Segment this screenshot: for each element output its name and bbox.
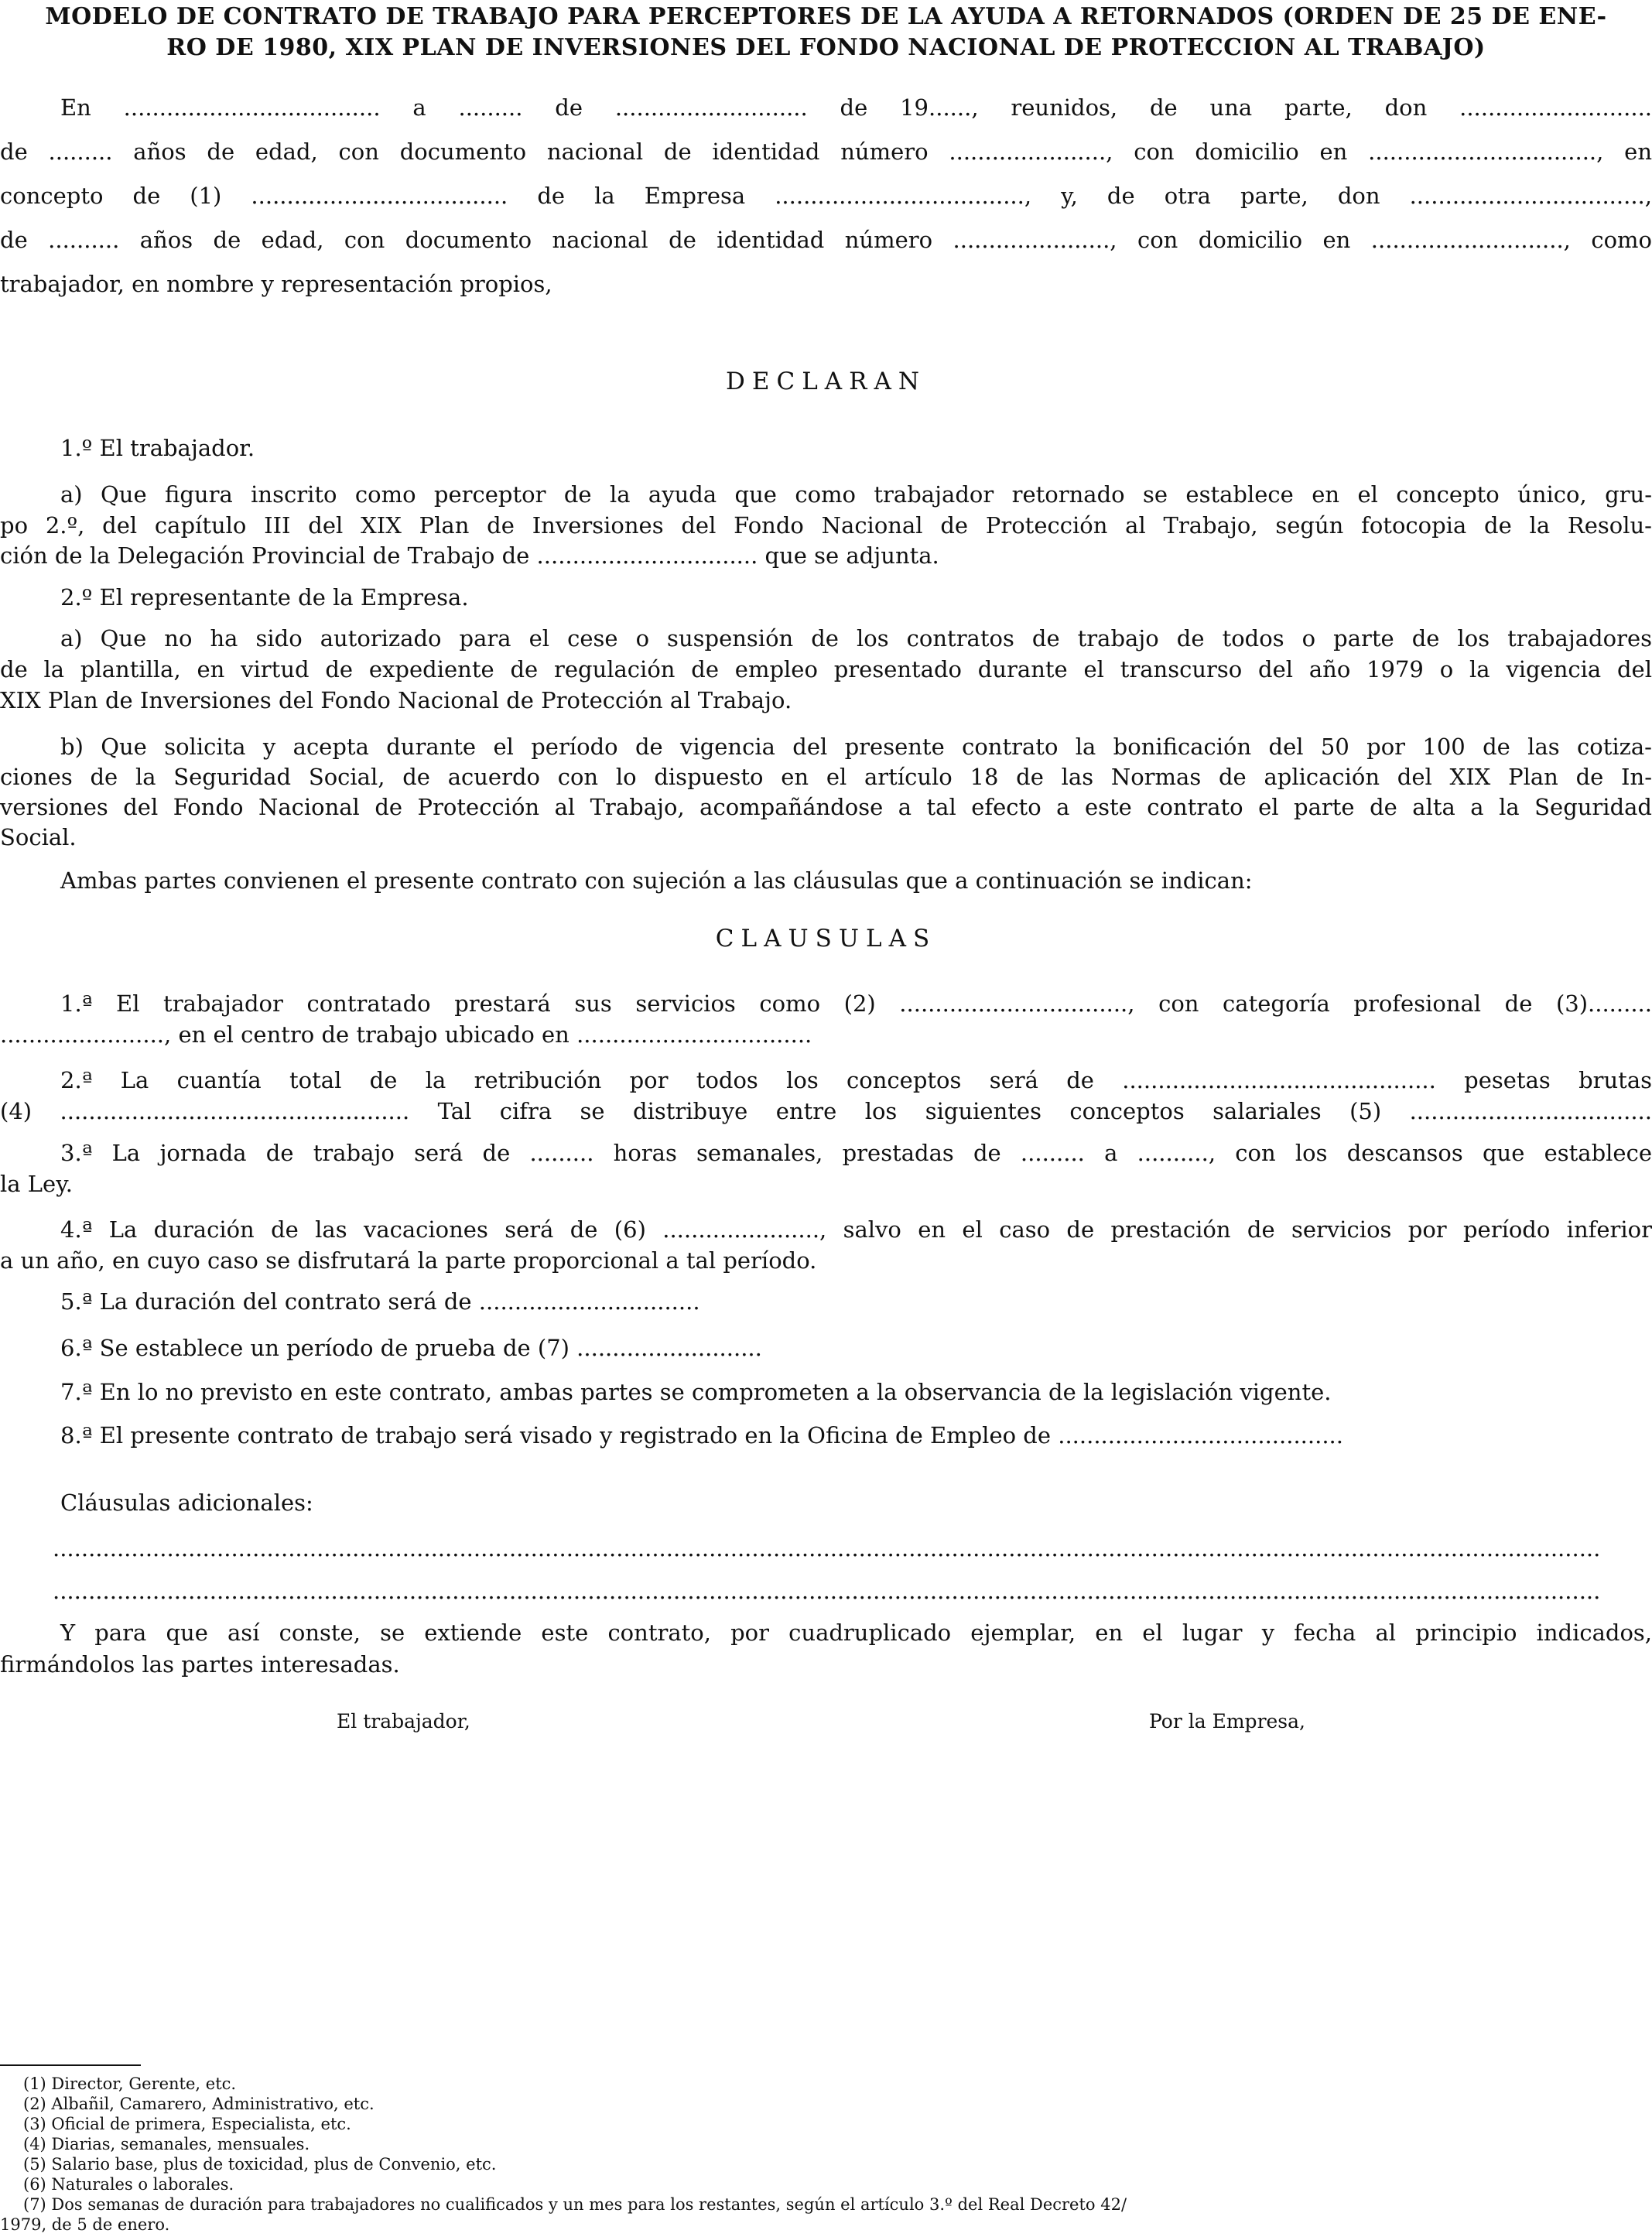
document-title-line-2: RO DE 1980, XIX PLAN DE INVERSIONES DEL FONDO NACIONAL DE PROTECCION AL TRABAJO): [166, 34, 1486, 61]
clause-6: 6.ª Se establece un período de prueba de (7) ..........................: [60, 1335, 762, 1361]
declaran-1a-line: ción de la Delegación Provincial de Trabajo de ............................... que se adjunta.: [0, 542, 939, 569]
signature-worker-label: El trabajador,: [337, 1710, 470, 1732]
declaran-1a-line: a) Que figura inscrito como perceptor de la ayuda que como trabajador retornado se establece en el concepto único, gru-: [60, 481, 1652, 508]
footnote: (7) Dos semanas de duración para trabajadores no cualificados y un mes para los restantes, según el artículo 3.º del Real Decreto 42/: [23, 2195, 1127, 2214]
footnote: (3) Oficial de primera, Especialista, etc.: [23, 2115, 351, 2133]
additional-clauses-blank-line: .........................................................................................................................................................................................................................: [53, 1578, 1601, 1604]
clause-2-line: (4) ................................................. Tal cifra se distribuye entre los siguientes conceptos salariales (5) ..................................: [0, 1098, 1652, 1124]
clause-3-line: la Ley.: [0, 1171, 73, 1197]
intro-line: trabajador, en nombre y representación propios,: [0, 271, 552, 297]
declaran-2b-line: b) Que solicita y acepta durante el período de vigencia del presente contrato la bonificación del 50 por 100 de las cotiza-: [60, 734, 1652, 760]
clause-3-line: 3.ª La jornada de trabajo será de ......... horas semanales, prestadas de ......... a .........., con los descansos que establece: [60, 1140, 1652, 1166]
declaran-1a-line: po 2.º, del capítulo III del XIX Plan de Inversiones del Fondo Nacional de Protección al Trabajo, según fotocopia de la Resolu-: [0, 512, 1652, 539]
declaran-item-1-label: 1.º El trabajador.: [60, 435, 255, 461]
clause-7: 7.ª En lo no previsto en este contrato, ambas partes se comprometen a la observancia de la legislación vigente.: [60, 1379, 1332, 1405]
closing-line: Y para que así conste, se extiende este contrato, por cuadruplicado ejemplar, en el lugar y fecha al principio indicados,: [60, 1620, 1652, 1646]
clausulas-heading: CLAUSULAS: [715, 925, 937, 953]
declaran-2a-line: XIX Plan de Inversiones del Fondo Nacional de Protección al Trabajo.: [0, 687, 792, 713]
clause-1-line: ......................., en el centro de trabajo ubicado en .................................: [0, 1021, 812, 1048]
footnote-separator: [0, 2064, 141, 2066]
footnote: (2) Albañil, Camarero, Administrativo, etc.: [23, 2095, 375, 2113]
declaran-2b-line: versiones del Fondo Nacional de Protección al Trabajo, acompañándose a tal efecto a este contrato el parte de alta a la Seguridad: [0, 794, 1652, 820]
clause-4-line: a un año, en cuyo caso se disfrutará la parte proporcional a tal período.: [0, 1247, 817, 1274]
declaran-2b-line: Social.: [0, 824, 77, 850]
declaran-2a-line: a) Que no ha sido autorizado para el cese o suspensión de los contratos de trabajo de todos o parte de los trabajadores: [60, 625, 1652, 652]
footnote: (4) Diarias, semanales, mensuales.: [23, 2135, 310, 2153]
intro-line: concepto de (1) .................................... de la Empresa ..................................., y, de otra parte, don .................................,: [0, 183, 1652, 209]
convienen-sentence: Ambas partes convienen el presente contrato con sujeción a las cláusulas que a continuación se indican:: [60, 867, 1253, 894]
footnote: 1979, de 5 de enero.: [0, 2215, 170, 2234]
clause-1-line: 1.ª El trabajador contratado prestará sus servicios como (2) ................................, con categoría profesional de (3).........: [60, 990, 1652, 1017]
intro-line: de ......... años de edad, con documento nacional de identidad número ......................, con domicilio en ................................, en: [0, 139, 1652, 165]
footnote: (1) Director, Gerente, etc.: [23, 2075, 237, 2093]
clause-4-line: 4.ª La duración de las vacaciones será de (6) ......................, salvo en el caso de prestación de servicios por período inferior: [60, 1216, 1652, 1243]
intro-line: En .................................... a ......... de ........................... de 19......, reunidos, de una parte, don ...........................: [60, 94, 1652, 121]
clause-8: 8.ª El presente contrato de trabajo será visado y registrado en la Oficina de Empleo de ........................................: [60, 1422, 1343, 1449]
declaran-2b-line: ciones de la Seguridad Social, de acuerdo con lo dispuesto en el artículo 18 de las Normas de aplicación del XIX Plan de In-: [0, 764, 1652, 790]
declaran-2a-line: de la plantilla, en virtud de expediente de regulación de empleo presentado durante el transcurso del año 1979 o la vigencia del: [0, 656, 1652, 682]
signature-company-label: Por la Empresa,: [1149, 1710, 1305, 1732]
document-title-line-1: MODELO DE CONTRATO DE TRABAJO PARA PERCEPTORES DE LA AYUDA A RETORNADOS (ORDEN DE 25 DE ENE-: [45, 3, 1607, 30]
clause-2-line: 2.ª La cuantía total de la retribución por todos los conceptos será de ............................................ pesetas brutas: [60, 1067, 1652, 1093]
footnote: (6) Naturales o laborales.: [23, 2175, 234, 2194]
footnote: (5) Salario base, plus de toxicidad, plus de Convenio, etc.: [23, 2155, 497, 2174]
declaran-heading: DECLARAN: [725, 368, 927, 395]
closing-line: firmándolos las partes interesadas.: [0, 1651, 400, 1678]
declaran-item-2-label: 2.º El representante de la Empresa.: [60, 584, 469, 611]
clause-5: 5.ª La duración del contrato será de ...............................: [60, 1288, 700, 1315]
intro-line: de .......... años de edad, con documento nacional de identidad número ......................, con domicilio en ..........................., como: [0, 227, 1652, 253]
additional-clauses-blank-line: .........................................................................................................................................................................................................................: [53, 1535, 1601, 1561]
additional-clauses-label: Cláusulas adicionales:: [60, 1490, 313, 1516]
